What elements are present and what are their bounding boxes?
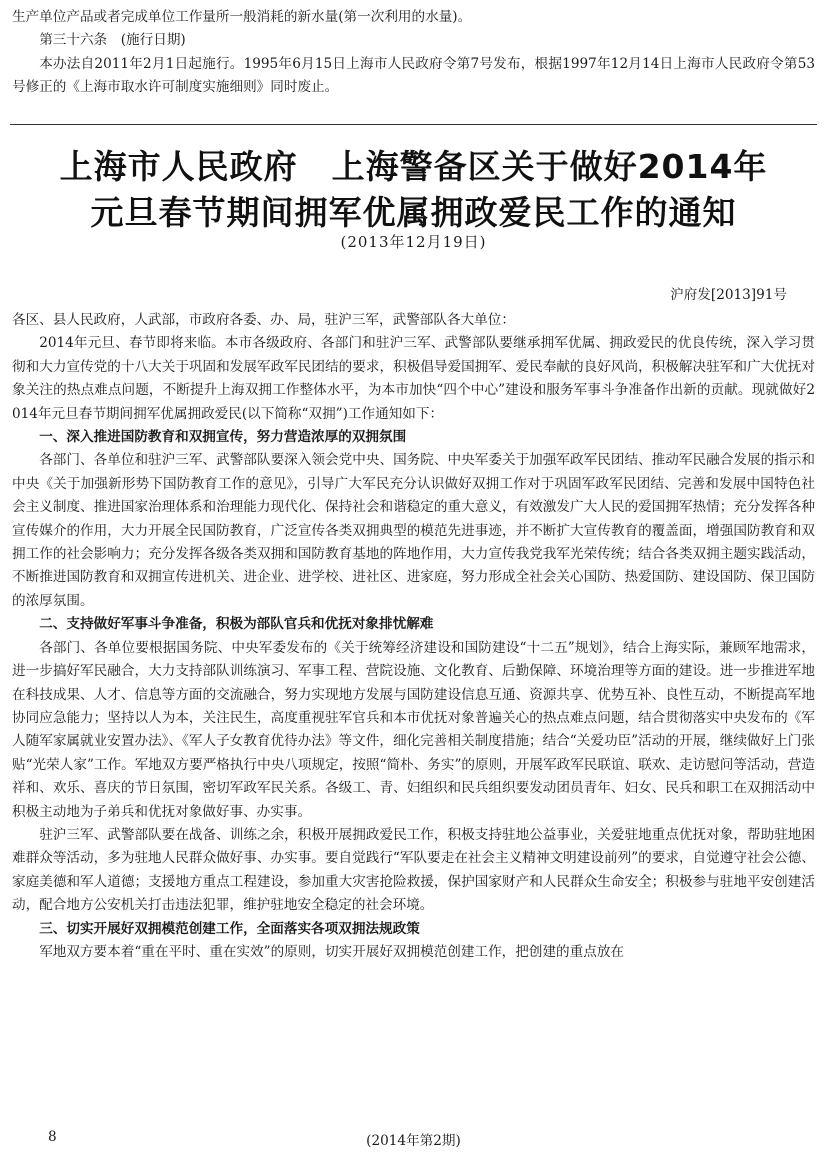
section-1-paragraph: 各部门、各单位和驻沪三军、武警部队要深入领会党中央、国务院、中央军委关于加强军政军民团结、推动军民融合发展的指示和中央《关于加强新形势下国防教育工作的意见》，引导广大军民充分认识做好双拥工作对于巩固军政军民团结、完善和发展中国特色社会主义制度、推进国家治理体系和治理能力现代化、保持社会和谐稳定的重大意义，有效激发广大人民的爱国拥军热情；充分发挥各种宣传媒介的作用，大力开展全民国防教育，广泛宣传各类双拥典型的模范先进事迹，并不断扩大宣传教育的覆盖面，增强国防教育和双拥工作的社会影响力；充分发挥各级各类双拥和国防教育基地的阵地作用，大力宣传我党我军光荣传统；结合各类双拥主题实践活动，不断推进国防教育和双拥宣传进机关、进企业、进学校、进社区、进家庭，努力形成全社会关心国防、热爱国防、建设国防、保卫国防的浓厚氛围。 — [12, 452, 815, 609]
section-2-heading: 二、支持做好军事斗争准备，积极为部队官兵和优抚对象排忧解难 — [39, 616, 434, 633]
article-36-heading: 第三十六条 (施行日期) — [39, 32, 186, 49]
previous-article-line: 生产单位产品或者完成单位工作量所一般消耗的新水量(第一次利用的水量)。 — [12, 9, 472, 25]
addressee: 各区、县人民政府，人武部，市政府各委、办、局，驻沪三军，武警部队各大单位： — [12, 312, 515, 328]
previous-article-block — [12, 6, 815, 100]
effective-date-paragraph: 本办法自2011年2月1日起施行。1995年6月15日上海市人民政府令第7号发布，根据1997年12月14日上海市人民政府令第53号修正的《上海市取水许可制度实施细则》同时废止。 — [12, 55, 815, 96]
section-2-paragraph-1: 各部门、各单位要根据国务院、中央军委发布的《关于统筹经济建设和国防建设“十二五”规划》，结合上海实际，兼顾军地需求，进一步搞好军民融合，大力支持部队训练演习、军事工程、营院设施、文化教育、后勤保障、环境治理等方面的建设。进一步推进军地在科技成果、人才、信息等方面的交流融合，努力实现地方发展与国防建设信息互通、资源共享、优势互补、良性互动，不断提高军地协同应急能力；坚持以人为本，关注民生，高度重视驻军官兵和本市优抚对象普遍关心的热点难点问题，结合贯彻落实中央发布的《军人随军家属就业安置办法》、《军人子女教育优待办法》等文件，细化完善相关制度措施；结合“关爱功臣”活动的开展，继续做好上门张贴“光荣人家”工作。军地双方要严格执行中央八项规定，按照“简朴、务实”的原则，开展军政军民联谊、联欢、走访慰问等活动，营造祥和、欢乐、喜庆的节日氛围，密切军政军民关系。各级工、青、妇组织和民兵组织要发动团员青年、妇女、民兵和职工在双拥活动中积极主动地为子弟兵和优抚对象做好事、办实事。 — [12, 639, 815, 820]
section-divider — [10, 124, 817, 125]
page-number: 8 — [48, 1129, 57, 1145]
section-3-heading: 三、切实开展好双拥模范创建工作，全面落实各项双拥法规政策 — [39, 920, 420, 937]
section-1-heading: 一、深入推进国防教育和双拥宣传，努力营造浓厚的双拥氛围 — [39, 429, 407, 446]
section-3-paragraph: 军地双方要本着“重在平时、重在实效”的原则，切实开展好双拥模范创建工作，把创建的重点放在 — [39, 943, 625, 960]
intro-paragraph: 2014年元旦、春节即将来临。本市各级政府、各部门和驻沪三军、武警部队要继承拥军优属、拥政爱民的优良传统，深入学习贯彻和大力宣传党的十八大关于巩固和发展军政军民团结的要求，积极倡导爱国拥军、爱民奉献的良好风尚，积极解决驻军和广大优抚对象关注的热点难点问题，不断提升上海双拥工作整体水平，为本市加快“四个中心”建设和服务军事斗争准备作出新的贡献。现就做好2014年元旦春节期间拥军优属拥政爱民(以下简称“双拥”)工作通知如下： — [12, 335, 815, 422]
section-2-paragraph-2: 驻沪三军、武警部队要在战备、训练之余，积极开展拥政爱民工作，积极支持驻地公益事业，关爱驻地重点优抚对象，帮助驻地困难群众等活动，多为驻地人民群众做好事、办实事。要自觉践行“军队要走在社会主义精神文明建设前列”的要求，自觉遵守社会公德、家庭美德和军人道德；支援地方重点工程建设，参加重大灾害抢险救援，保护国家财产和人民群众生命安全；积极参与驻地平安创建活动，配合地方公安机关打击违法犯罪，维护驻地安全稳定的社会环境。 — [12, 826, 815, 914]
notice-title-line-1: 上海市人民政府 上海警备区关于做好2014年 — [59, 147, 768, 186]
notice-date: (2013年12月19日) — [340, 233, 487, 251]
document-number: 沪府发[2013]91号 — [670, 287, 787, 303]
issue-label: (2014年第2期) — [366, 1133, 461, 1149]
notice-body — [12, 309, 815, 964]
notice-title-line-2: 元旦春节期间拥军优属拥政爱民工作的通知 — [90, 193, 737, 232]
